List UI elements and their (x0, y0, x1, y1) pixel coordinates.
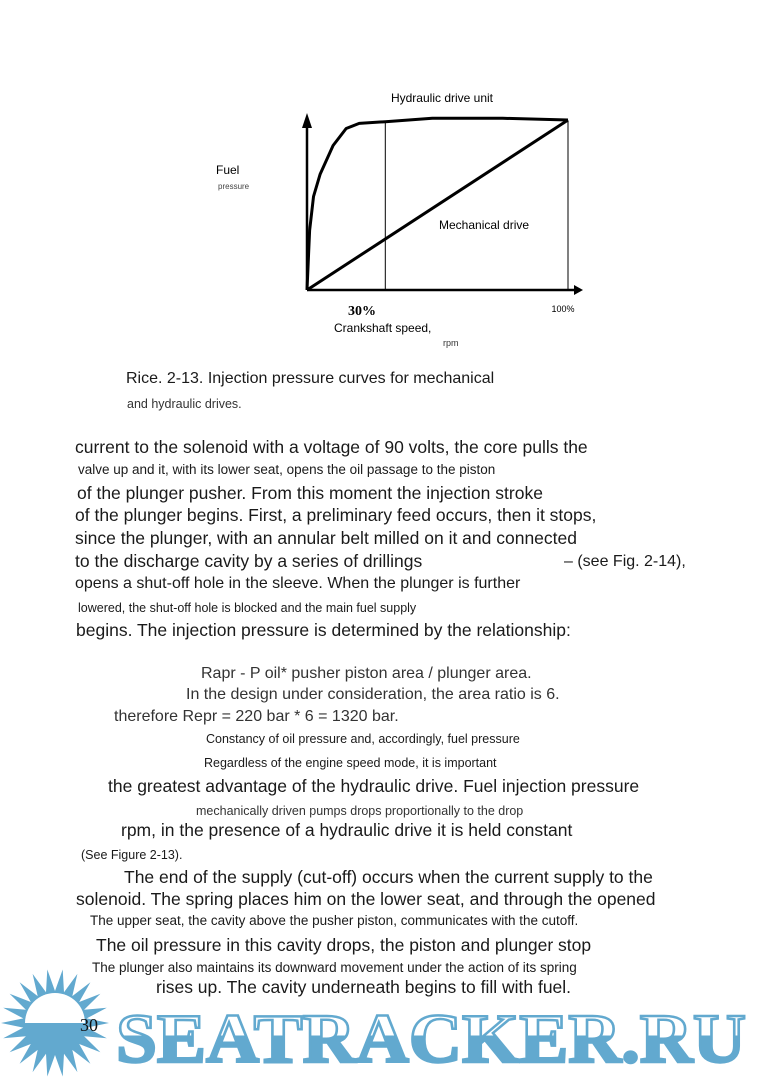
figure-reference: – (see Fig. 2-14), (564, 553, 686, 570)
series-label-mechanical: Mechanical drive (439, 218, 530, 232)
body-line: The end of the supply (cut-off) occurs when the current supply to the (124, 867, 653, 887)
body-line: of the plunger pusher. From this moment the injection stroke (77, 483, 543, 503)
body-line: to the discharge cavity by a series of drillings (75, 551, 423, 571)
body-line: The upper seat, the cavity above the pusher piston, communicates with the cutoff. (90, 913, 579, 928)
body-line: the greatest advantage of the hydraulic drive. Fuel injection pressure (108, 776, 640, 796)
body-line: The plunger also maintains its downward movement under the action of its spring (92, 960, 577, 975)
body-line: solenoid. The spring places him on the lower seat, and through the opened (76, 889, 656, 909)
body-line: current to the solenoid with a voltage of 90 volts, the core pulls the (75, 437, 588, 457)
body-line: rpm, in the presence of a hydraulic drive it is held constant (121, 820, 573, 840)
x-axis-unit: rpm (443, 338, 459, 348)
body-line: rises up. The cavity underneath begins to fill with fuel. (156, 977, 572, 997)
chart-title: Hydraulic drive unit (390, 91, 494, 105)
figure-caption-line2: and hydraulic drives. (127, 397, 242, 411)
body-line: (See Figure 2-13). (81, 848, 183, 862)
formula-line: Rapr - P oil* pusher piston area / plunger area. (201, 665, 532, 682)
y-axis-label: Fuel (216, 163, 240, 177)
y-axis-label-sub: pressure (218, 182, 250, 191)
body-line: begins. The injection pressure is determined by the relationship: (76, 620, 571, 640)
x-axis-label: Crankshaft speed, (334, 321, 432, 335)
body-line: The oil pressure in this cavity drops, the piston and plunger stop (96, 935, 592, 955)
body-line: since the plunger, with an annular belt milled on it and connected (75, 528, 577, 548)
body-line: valve up and it, with its lower seat, opens the oil passage to the piston (78, 462, 496, 477)
body-line: Regardless of the engine speed mode, it is important (204, 756, 497, 770)
formula-line: therefore Repr = 220 bar * 6 = 1320 bar. (114, 708, 399, 725)
y-axis-arrow (302, 113, 312, 128)
body-line: Constancy of oil pressure and, accordingly, fuel pressure (206, 732, 520, 746)
x-axis-arrow (574, 285, 583, 295)
x-tick-label-30: 30% (348, 304, 376, 319)
pressure-chart (0, 0, 757, 360)
series-line-mechanical (307, 120, 568, 290)
watermark (0, 940, 757, 1080)
body-line: mechanically driven pumps drops proportionally to the drop (196, 804, 524, 818)
body-line: lowered, the shut-off hole is blocked and the main fuel supply (78, 601, 417, 615)
body-line: opens a shut-off hole in the sleeve. When the plunger is further (75, 575, 521, 592)
page-number: 30 (80, 1015, 98, 1035)
figure-caption-line1: Rice. 2-13. Injection pressure curves for mechanical (126, 370, 495, 387)
watermark-text: SEATRACKER.RU (116, 1001, 746, 1078)
body-line: In the design under consideration, the area ratio is 6. (186, 686, 560, 703)
body-line: of the plunger begins. First, a preliminary feed occurs, then it stops, (75, 505, 597, 525)
x-tick-label-100: 100% (551, 304, 575, 314)
